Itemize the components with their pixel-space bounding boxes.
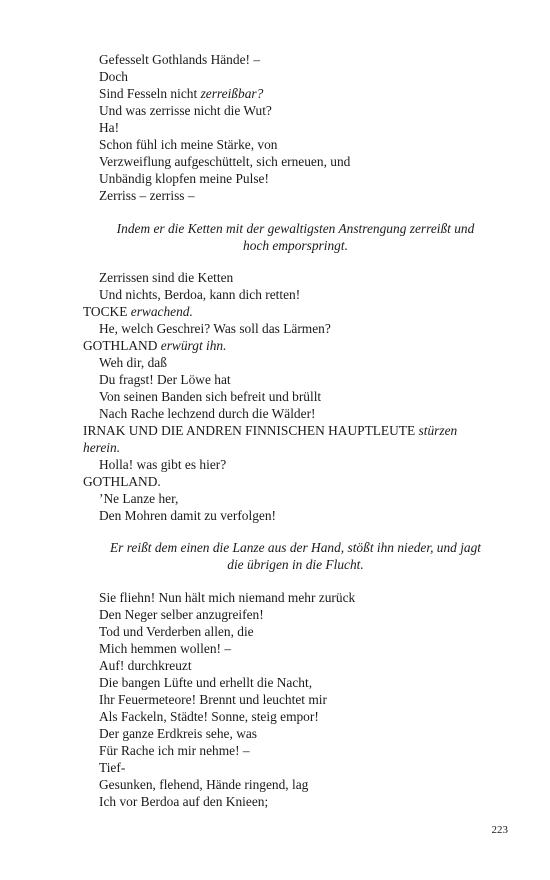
verse-line: He, welch Geschrei? Was soll das Lärmen? — [99, 321, 331, 336]
verse-line: Ha! — [99, 120, 120, 135]
verse-line — [99, 85, 263, 102]
verse-line: Als Fackeln, Städte! Sonne, steig empor! — [99, 709, 319, 724]
verse-line: Den Mohren damit zu verfolgen! — [99, 508, 276, 523]
stage-direction-line: die übrigen in die Flucht. — [227, 557, 364, 572]
verse-line: Du fragst! Der Löwe hat — [99, 372, 231, 387]
speaker-direction: stürzen — [418, 423, 458, 438]
verse-line: Den Neger selber anzugreifen! — [99, 607, 264, 622]
verse-line: Gefesselt Gothlands Hände! – — [99, 52, 261, 67]
speaker-direction: erwürgt ihn. — [160, 338, 227, 353]
verse-line: Doch — [99, 69, 129, 84]
verse-line: Auf! durchkreuzt — [99, 658, 192, 673]
verse-line: Zerriss – zerriss – — [99, 188, 195, 203]
speaker-name: GOTHLAND. — [83, 474, 161, 489]
verse-line: Ich vor Berdoa auf den Knieen; — [99, 794, 269, 809]
stage-direction — [83, 220, 508, 254]
verse-line: Und was zerrisse nicht die Wut? — [99, 103, 272, 118]
speaker-direction: erwachend. — [130, 304, 193, 319]
speaker-line — [83, 422, 457, 439]
verse-line: Von seinen Banden sich befreit und brüllt — [99, 389, 322, 404]
verse-line: Nach Rache lechzend durch die Wälder! — [99, 406, 316, 421]
verse-line: Für Rache ich mir nehme! – — [99, 743, 250, 758]
stage-direction-line: Er reißt dem einen die Lanze aus der Hand, stößt ihn nieder, und jagt — [109, 540, 482, 555]
verse-line: Die bangen Lüfte und erhellt die Nacht, — [99, 675, 313, 690]
stage-direction-line: hoch emporspringt. — [243, 238, 348, 253]
verse-line: Der ganze Erdkreis sehe, was — [99, 726, 258, 741]
speaker-line — [83, 337, 226, 354]
verse-line: ’Ne Lanze her, — [99, 491, 179, 506]
verse-line: Schon fühl ich meine Stärke, von — [99, 137, 278, 152]
verse-text: Sind Fesseln nicht — [99, 86, 201, 101]
speaker-name: IRNAK UND DIE ANDREN FINNISCHEN HAUPTLEUTE — [83, 423, 416, 438]
speaker-line — [83, 303, 193, 320]
verse-line: Ihr Feuermeteore! Brennt und leuchtet mir — [99, 692, 327, 707]
verse-line: Tief- — [99, 760, 126, 775]
verse-line: Zerrissen sind die Ketten — [99, 270, 234, 285]
verse-line: Unbändig klopfen meine Pulse! — [99, 171, 269, 186]
verse-line: Tod und Verderben allen, die — [99, 624, 254, 639]
verse-italic: zerreißbar? — [200, 86, 264, 101]
verse-line: Holla! was gibt es hier? — [99, 457, 227, 472]
verse-line: Mich hemmen wollen! – — [99, 641, 232, 656]
speaker-name: TOCKE — [83, 304, 128, 319]
page-number: 223 — [491, 824, 508, 836]
stage-direction — [83, 539, 508, 573]
speaker-name: GOTHLAND — [83, 338, 158, 353]
verse-line: Verzweiflung aufgeschüttelt, sich erneuen, und — [99, 154, 351, 169]
stage-direction-line: Indem er die Ketten mit der gewaltigsten Anstrengung zerreißt und — [116, 221, 475, 236]
verse-line: Und nichts, Berdoa, kann dich retten! — [99, 287, 301, 302]
verse-line: Gesunken, flehend, Hände ringend, lag — [99, 777, 309, 792]
verse-line: Sie fliehn! Nun hält mich niemand mehr zurück — [99, 590, 356, 605]
verse-line: Weh dir, daß — [99, 355, 167, 370]
speaker-direction: herein. — [83, 440, 121, 455]
speaker-line-continued — [83, 439, 120, 456]
